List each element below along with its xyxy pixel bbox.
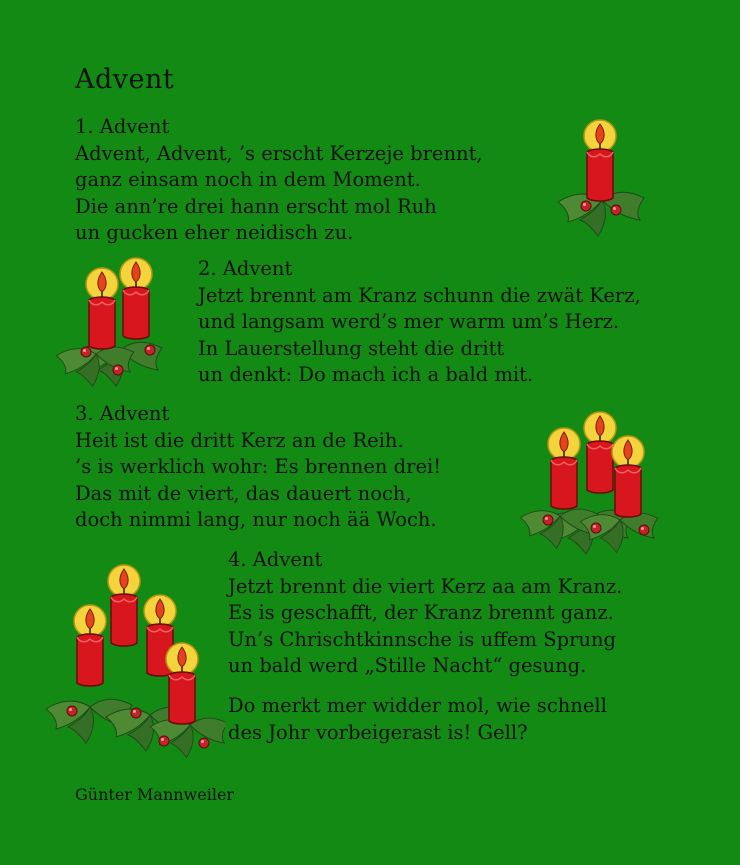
stanza-1 [75,114,483,247]
stanza-3 [75,401,441,534]
one-candle-illustration [550,100,650,245]
verse-line: ganz einsam noch in dem Moment. [75,168,421,191]
four-candles-illustration [35,545,225,765]
stanza-heading: 4. Advent [228,548,323,571]
verse-line: Un’s Chrischtkinnsche is uffem Sprung [228,627,617,651]
verse-line: un denkt: Do mach ich a bald mit. [198,363,534,386]
closing-lines [228,693,607,746]
three-candles-illustration [510,395,670,555]
closing-line: des Johr vorbeigerast is! Gell? [228,720,528,744]
verse-line: ’s is werklich wohr: Es brennen drei! [75,455,442,478]
verse-line: Heit ist die dritt Kerz an de Reih. [75,428,404,452]
stanza-heading: 3. Advent [75,402,170,425]
verse-line: Es is geschafft, der Kranz brennt ganz. [228,601,614,624]
two-candles-illustration [45,240,195,390]
author-signature: Günter Mannweiler [75,785,235,804]
verse-line: In Lauerstellung steht die dritt [198,336,505,360]
verse-line: doch nimmi lang, nur noch ää Woch. [75,508,437,531]
stanza-2 [198,256,641,389]
closing-line: Do merkt mer widder mol, wie schnell [228,694,607,717]
stanza-4 [228,547,622,680]
verse-line: Die ann’re drei hann erscht mol Ruh [75,194,437,218]
verse-line: Jetzt brennt die viert Kerz aa am Kranz. [228,574,623,598]
verse-line: Jetzt brennt am Kranz schunn die zwät Kerz, [198,283,641,307]
stanza-heading: 1. Advent [75,115,170,138]
verse-line: Advent, Advent, ’s erscht Kerzeje brennt, [75,141,483,165]
stanza-heading: 2. Advent [198,257,293,280]
verse-line: Das mit de viert, das dauert noch, [75,481,412,505]
verse-line: un gucken eher neidisch zu. [75,221,354,244]
verse-line: un bald werd „Stille Nacht“ gesung. [228,654,587,677]
verse-line: und langsam werd’s mer warm um’s Herz. [198,310,620,333]
poem-title: Advent [75,64,175,95]
